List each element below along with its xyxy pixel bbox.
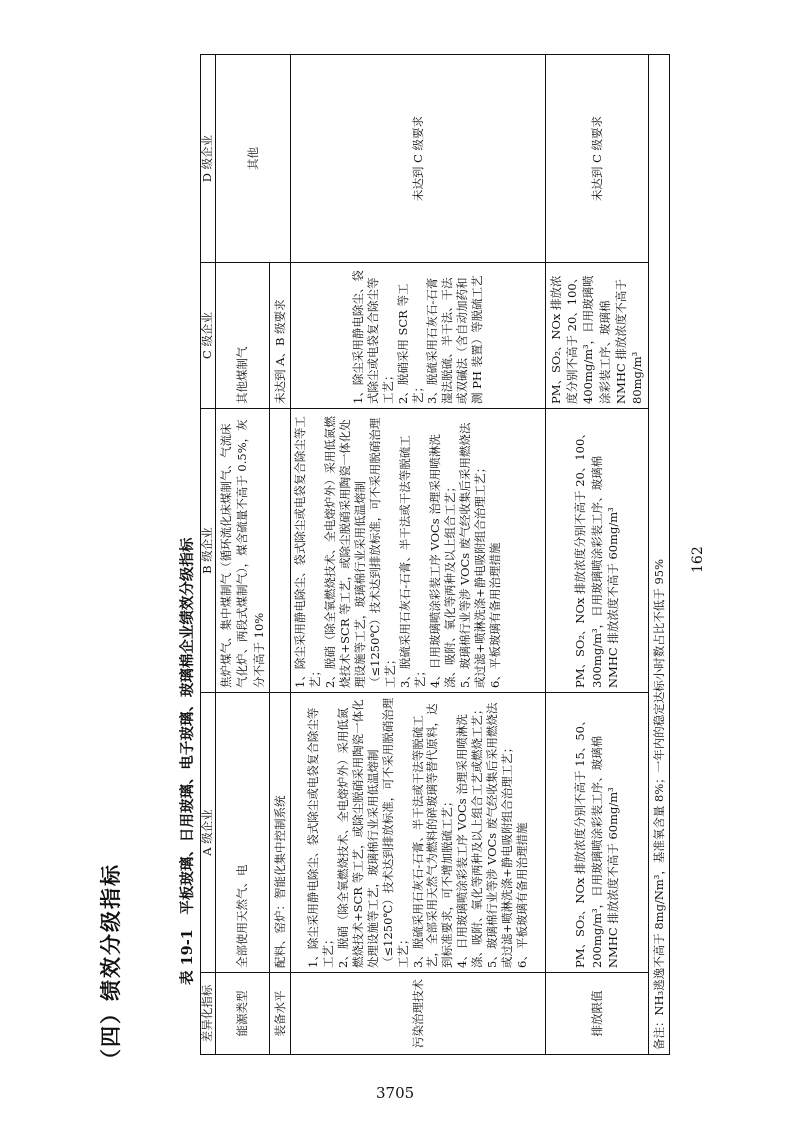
limits-grade-d: 未达到 C 级要求 xyxy=(545,55,648,263)
equipment-grade-c: 未达到 A、B 级要求 xyxy=(269,263,290,409)
header-grade-c: C 级企业 xyxy=(201,263,216,409)
treatment-c-item: 1、除尘采用静电除尘、袋式除尘或电袋复合除尘等工艺； xyxy=(350,270,395,404)
treatment-b-item: 4、日用玻璃喷涂彩装工序 VOCs 治理采用喷淋洗涤、吸附、氧化等两种及以上组合工艺； xyxy=(427,434,457,688)
treatment-a-item: 2、脱硝（除全氧燃烧技术、全电熔炉外）采用低氮燃烧技术+SCR 等工艺，或除尘脱硝采用陶瓷一体化处理设施等工艺，玻璃棉行业采用低温熔制（≤1250℃）技术达到排放标准，可不采用脱硝治理工艺； xyxy=(335,697,410,968)
equipment-grade-b xyxy=(269,409,290,693)
equipment-grade-a: 配料、窑炉：智能化集中控制系统 xyxy=(269,693,290,973)
book-page-number: 3705 xyxy=(376,1084,415,1102)
row-note xyxy=(648,55,669,1055)
energy-grade-d: 其他 xyxy=(216,55,291,263)
energy-grade-a: 全部使用天然气、电 xyxy=(216,693,270,973)
row-limits xyxy=(545,55,648,1055)
header-indicator: 差异化指标 xyxy=(201,973,216,1055)
treatment-b-item: 3、脱硫采用石灰石-石膏、半干法或干法等脱硫工艺； xyxy=(397,435,427,688)
treatment-c-item: 2、脱硝采用 SCR 等工艺； xyxy=(395,283,425,404)
table-header-row xyxy=(201,55,216,1055)
treatment-a-item: 3、脱硫采用石灰石-石膏、半干法或干法等脱硫工艺，全部采用天然气为燃料的碎玻璃等替代原料，达到标准要求，可不增加脱硫工艺； xyxy=(410,703,455,968)
treatment-a-item: 4、日用玻璃喷涂彩装工序 VOCs 治理采用喷淋洗涤、吸附、氧化等两种及以上组合工艺或燃烧工艺； xyxy=(455,703,485,968)
treatment-b-item: 2、脱硝（除全氧燃烧技术、全电熔炉外）采用低氮燃烧技术+SCR 等工艺，或除尘脱硝采用陶瓷一体化处理设施等工艺，玻璃棉行业采用低温熔制（≤1250℃）技术达到排放标准，可不采用脱硝治理工艺； xyxy=(323,416,397,688)
limits-grade-a: PM、SO₂、NOx 排放浓度分别不高于 15、50、200mg/m³，日用玻璃喷涂彩装工序、玻璃棉 NMHC 排放浓度不高于 60mg/m³ xyxy=(545,693,648,973)
header-grade-b: B 级企业 xyxy=(201,409,216,693)
limits-label: 排放限值 xyxy=(545,973,648,1055)
energy-label: 能源类型 xyxy=(216,973,270,1055)
treatment-a-item: 1、除尘采用静电除尘、袋式除尘或电袋复合除尘等工艺； xyxy=(305,707,335,968)
performance-grading-table xyxy=(200,54,670,1055)
treatment-a-item: 6、平板玻璃有备用治理措施 xyxy=(515,822,530,968)
treatment-b-item: 6、平板玻璃有备用治理措施 xyxy=(487,542,502,688)
limits-grade-c: PM、SO₂、NOx 排放浓度分别不高于 20、100、400mg/m³，日用玻璃喷涂彩装工序、玻璃棉 NMHC 排放浓度不高于 80mg/m³ xyxy=(545,263,648,409)
section-heading: （四）绩效分级指标 xyxy=(98,863,123,1070)
energy-grade-b: 焦炉煤气、集中煤制气（循环流化床煤制气、气流床气化炉、两段式煤制气），煤含硫量不高于 0.5%，灰分不高于 10% xyxy=(216,409,270,693)
treatment-c-item: 3、脱硫采用石灰石-石膏湿法脱硫、半干法、干法或双碱法（含自动加药和测 PH 装置）等脱硫工艺 xyxy=(425,275,485,404)
treatment-grade-a xyxy=(291,693,545,973)
limits-grade-b: PM、SO₂、NOx 排放浓度分别不高于 20、100、300mg/m³，日用玻璃喷涂彩装工序、玻璃棉 NMHC 排放浓度不高于 60mg/m³ xyxy=(545,409,648,693)
treatment-grade-c xyxy=(291,263,545,409)
energy-grade-c: 其他煤制气 xyxy=(216,263,270,409)
equipment-label: 装备水平 xyxy=(269,973,290,1055)
table-note: 备注：NH₃逃逸不高于 8mg/Nm³，基准氧含量 8%；一年内的稳定达标小时数占比不低于 95% xyxy=(648,55,669,1055)
header-grade-a: A 级企业 xyxy=(201,693,216,973)
treatment-grade-d: 未达到 C 级要求 xyxy=(291,55,545,263)
treatment-b-item: 5、玻璃棉行业等涉 VOCs 废气经收集后采用燃烧法或过滤+喷淋洗涤+静电吸附组合治理工艺； xyxy=(457,422,487,688)
header-grade-d: D 级企业 xyxy=(201,55,216,263)
treatment-grade-b xyxy=(291,409,545,693)
printed-page-number: 162 xyxy=(690,546,706,573)
row-treatment xyxy=(291,55,545,1055)
treatment-label: 污染治理技术 xyxy=(291,973,545,1055)
performance-table-container xyxy=(200,55,670,1055)
row-energy xyxy=(216,55,270,1055)
table-caption: 表 19-1 平板玻璃、日用玻璃、电子玻璃、玻璃棉企业绩效分级指标 xyxy=(179,537,196,985)
treatment-b-item: 1、除尘采用静电除尘、袋式除尘或电袋复合除尘等工艺； xyxy=(293,416,323,688)
treatment-a-item: 5、玻璃棉行业等涉 VOCs 废气经收集后采用燃烧法或过滤+喷淋洗涤+静电吸附组合治理工艺； xyxy=(485,702,515,968)
